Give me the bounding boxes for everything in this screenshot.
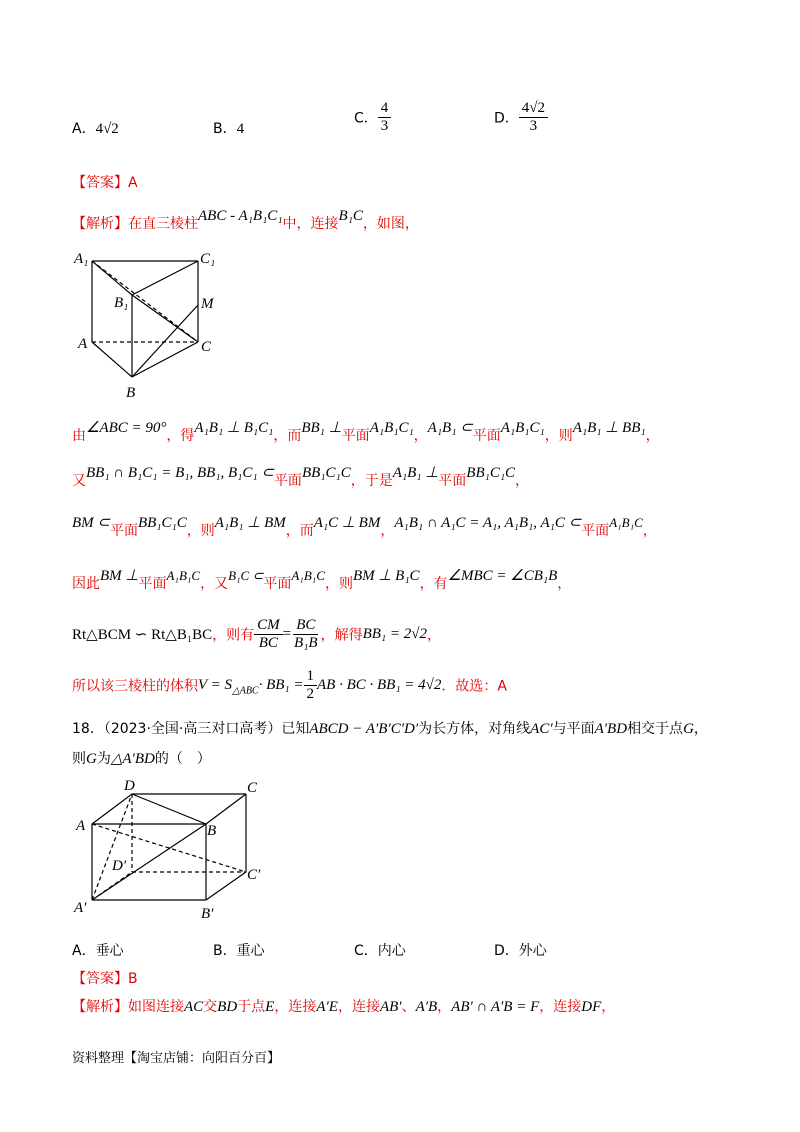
fraction-denominator: 3 bbox=[529, 118, 538, 134]
math: B₁C bbox=[338, 208, 363, 224]
fraction bbox=[304, 668, 318, 703]
math: AC bbox=[184, 999, 204, 1015]
option-value: 4√2 bbox=[95, 121, 119, 137]
math: A₁B₁ ⊂ bbox=[427, 420, 473, 436]
math: A′BD bbox=[594, 721, 628, 737]
math: A₁B₁C bbox=[166, 568, 201, 583]
text: ，连接 bbox=[539, 999, 582, 1015]
text: ，解得 bbox=[320, 627, 363, 644]
text: 交 bbox=[203, 999, 218, 1015]
option-letter: D． bbox=[494, 110, 519, 127]
option-letter: A． bbox=[72, 121, 96, 137]
fraction bbox=[254, 617, 283, 652]
text: 平面 bbox=[438, 473, 467, 489]
math: A₁B₁C bbox=[609, 515, 643, 530]
math: A₁B₁C₁ bbox=[500, 420, 545, 436]
text: ，而 bbox=[273, 428, 302, 444]
label-c1: C₁ bbox=[200, 251, 216, 267]
answer-value: A bbox=[128, 175, 138, 191]
q17-analysis-line2 bbox=[72, 417, 660, 444]
analysis-label: 【解析】 bbox=[72, 216, 128, 232]
label-b-prime: B′ bbox=[201, 906, 214, 920]
q17-option-b bbox=[213, 118, 244, 138]
math: G bbox=[86, 751, 97, 767]
text: 又 bbox=[72, 473, 86, 489]
q17-option-c bbox=[354, 100, 391, 135]
q18-answer bbox=[72, 968, 138, 988]
label-c: C bbox=[247, 780, 258, 796]
prism-figure bbox=[70, 245, 230, 400]
q17-analysis-line5 bbox=[72, 565, 572, 592]
math: A₁B₁C bbox=[291, 568, 325, 583]
fraction bbox=[291, 617, 321, 652]
text: 于点 bbox=[237, 999, 266, 1015]
math: BB₁ ⊥ bbox=[301, 420, 342, 436]
label-c-prime: C′ bbox=[247, 867, 261, 883]
text: 平面 bbox=[109, 523, 138, 539]
q18-option-c bbox=[354, 940, 406, 960]
label-m: M bbox=[201, 296, 214, 312]
math: A₁C ⊥ BM bbox=[313, 515, 381, 531]
math: E bbox=[265, 999, 275, 1015]
text: 18．（2023·全国·高三对口高考）已知 bbox=[72, 721, 310, 737]
text: ， bbox=[693, 721, 708, 737]
math: ∠MBC = ∠CB₁B bbox=[447, 568, 558, 584]
text: 在直三棱柱 bbox=[128, 216, 198, 232]
math: AB · BC · BB₁ = 4√2 bbox=[317, 677, 442, 693]
math: BM ⊂ bbox=[72, 515, 110, 531]
option-value: 重心 bbox=[236, 943, 265, 959]
option-letter: A． bbox=[72, 943, 96, 959]
text: ， bbox=[515, 473, 530, 489]
text: 平面 bbox=[273, 473, 302, 489]
text: 由 bbox=[72, 428, 86, 444]
answer-value: B bbox=[128, 971, 138, 987]
page-footer: 资料整理【淘宝店铺：向阳百分百】 bbox=[72, 1051, 281, 1066]
text: 平面 bbox=[341, 428, 370, 444]
text: 的（ ） bbox=[154, 751, 211, 767]
math: A₁B₁ ∩ A₁C = A₁, A₁B₁, A₁C ⊂ bbox=[394, 515, 582, 531]
text: ，连接 bbox=[274, 999, 317, 1015]
option-value: 外心 bbox=[518, 943, 547, 959]
text: ， bbox=[380, 523, 395, 539]
q17-analysis-line1 bbox=[72, 208, 419, 233]
label-c: C bbox=[201, 339, 212, 355]
fraction-numerator: BC bbox=[293, 617, 318, 635]
fraction-denominator: 3 bbox=[380, 118, 389, 134]
option-letter: C． bbox=[354, 110, 378, 127]
text: ， bbox=[437, 999, 452, 1015]
q17-analysis-line7 bbox=[72, 668, 507, 703]
text: ， bbox=[557, 576, 572, 592]
option-value: 4 bbox=[236, 121, 245, 137]
fraction-numerator: 4 bbox=[378, 100, 392, 118]
q18-option-a bbox=[72, 940, 124, 960]
math: A′E bbox=[316, 999, 338, 1015]
text: ，则有 bbox=[212, 627, 255, 644]
q17-answer bbox=[72, 172, 138, 192]
label-a1: A₁ bbox=[74, 251, 89, 267]
text: ，如图， bbox=[362, 216, 419, 232]
q17-option-d bbox=[494, 100, 548, 135]
math: ∠ABC = 90° bbox=[86, 420, 167, 436]
option-letter: B． bbox=[213, 121, 237, 137]
text: ， bbox=[413, 428, 428, 444]
option-letter: C． bbox=[354, 943, 378, 959]
math: BB₁ ∩ B₁C₁ = B₁, BB₁, B₁C₁ ⊂ bbox=[86, 465, 274, 481]
answer-label: 【答案】 bbox=[72, 971, 128, 987]
text: 则 bbox=[72, 751, 86, 767]
text: 为长方体，对角线 bbox=[418, 721, 531, 737]
option-letter: D． bbox=[494, 943, 519, 959]
math: ABC - A₁B₁C₁ bbox=[198, 208, 283, 224]
text: 如图连接 bbox=[128, 999, 184, 1015]
fraction-denominator: BC bbox=[258, 635, 278, 651]
option-value: 垂心 bbox=[95, 943, 124, 959]
label-b1: B₁ bbox=[114, 295, 129, 311]
math: A₁B₁ ⊥ BB₁ bbox=[572, 420, 646, 436]
q17-analysis-line3 bbox=[72, 462, 530, 489]
text: 平面 bbox=[138, 576, 167, 592]
math: AB′ ∩ A′B = F bbox=[451, 999, 540, 1015]
text: ，而 bbox=[285, 523, 314, 539]
q18-stem-line2 bbox=[72, 748, 211, 768]
label-a-prime: A′ bbox=[74, 900, 87, 916]
label-a: A bbox=[78, 336, 88, 352]
math: DF bbox=[581, 999, 602, 1015]
q18-option-d bbox=[494, 940, 547, 960]
text: ，于是 bbox=[350, 473, 393, 489]
cuboid-figure bbox=[70, 775, 270, 920]
math: BM ⊥ B₁C bbox=[352, 568, 420, 584]
math: A₁B₁C₁ bbox=[369, 420, 414, 436]
q18-option-b bbox=[213, 940, 265, 960]
answer-label: 【答案】 bbox=[72, 175, 128, 191]
math: △A′BD bbox=[110, 751, 155, 767]
q17-analysis-line4 bbox=[72, 512, 657, 539]
text: 平面 bbox=[581, 523, 610, 539]
math: A′B bbox=[415, 999, 438, 1015]
math: V = S bbox=[198, 677, 233, 693]
label-b: B bbox=[207, 823, 217, 839]
text: 相交于点 bbox=[627, 721, 684, 737]
fraction-numerator: 4√2 bbox=[519, 100, 548, 118]
text: ， bbox=[601, 999, 616, 1015]
text: 所以该三棱柱的体积 bbox=[72, 678, 198, 695]
math: A₁B₁ ⊥ BM bbox=[214, 515, 286, 531]
q17-option-a bbox=[72, 118, 119, 138]
math: BB₁C₁C bbox=[466, 465, 516, 481]
text: 中，连接 bbox=[282, 216, 339, 232]
q18-stem-line1 bbox=[72, 718, 708, 738]
math: AB′ bbox=[379, 999, 402, 1015]
analysis-label: 【解析】 bbox=[72, 999, 128, 1015]
text: ，有 bbox=[419, 576, 448, 592]
label-a: A bbox=[76, 818, 86, 834]
fraction-denominator: 2 bbox=[306, 686, 315, 702]
text: 与平面 bbox=[552, 721, 595, 737]
math: ABCD − A′B′C′D′ bbox=[309, 721, 419, 737]
text: 、 bbox=[401, 999, 416, 1015]
math: AC′ bbox=[530, 721, 553, 737]
text: 平面 bbox=[472, 428, 501, 444]
math: BD bbox=[217, 999, 238, 1015]
math: Rt△BCM ∽ Rt△B₁BC bbox=[72, 627, 213, 643]
math: A₁B₁ ⊥ bbox=[392, 465, 439, 481]
math: BB₁C₁C bbox=[301, 465, 351, 481]
text: ，则 bbox=[544, 428, 573, 444]
text: ，则 bbox=[324, 576, 353, 592]
text: ，又 bbox=[200, 576, 229, 592]
math: B₁C ⊂ bbox=[228, 568, 264, 583]
text: ，则 bbox=[186, 523, 215, 539]
option-value: 内心 bbox=[377, 943, 406, 959]
fraction-denominator: B₁B bbox=[294, 635, 318, 651]
label-b: B bbox=[126, 385, 136, 400]
q17-analysis-line6 bbox=[72, 617, 441, 652]
fraction-numerator: CM bbox=[254, 617, 283, 635]
text: ，得 bbox=[166, 428, 195, 444]
text: ， bbox=[645, 428, 660, 444]
text: 平面 bbox=[263, 576, 292, 592]
q18-analysis bbox=[72, 996, 615, 1016]
math: BB₁C₁C bbox=[137, 515, 187, 531]
text: 为 bbox=[96, 751, 111, 767]
math: BM ⊥ bbox=[100, 568, 139, 584]
option-fraction bbox=[519, 100, 548, 135]
math: = bbox=[282, 626, 292, 642]
option-fraction bbox=[378, 100, 392, 135]
math: · BB₁ = bbox=[258, 677, 304, 693]
text: ．故选：A bbox=[441, 678, 507, 695]
text: ， bbox=[427, 627, 441, 644]
option-letter: B． bbox=[213, 943, 237, 959]
label-d-prime: D′ bbox=[112, 858, 127, 874]
text: ， bbox=[642, 523, 657, 539]
label-d: D bbox=[124, 778, 135, 794]
text: ，连接 bbox=[337, 999, 380, 1015]
math: BB₁ = 2√2 bbox=[362, 626, 427, 642]
math: A₁B₁ ⊥ B₁C₁ bbox=[194, 420, 274, 436]
text: 因此 bbox=[72, 576, 100, 592]
math-subscript: △ABC bbox=[232, 685, 259, 697]
fraction-numerator: 1 bbox=[304, 668, 318, 686]
math: G bbox=[683, 721, 694, 737]
